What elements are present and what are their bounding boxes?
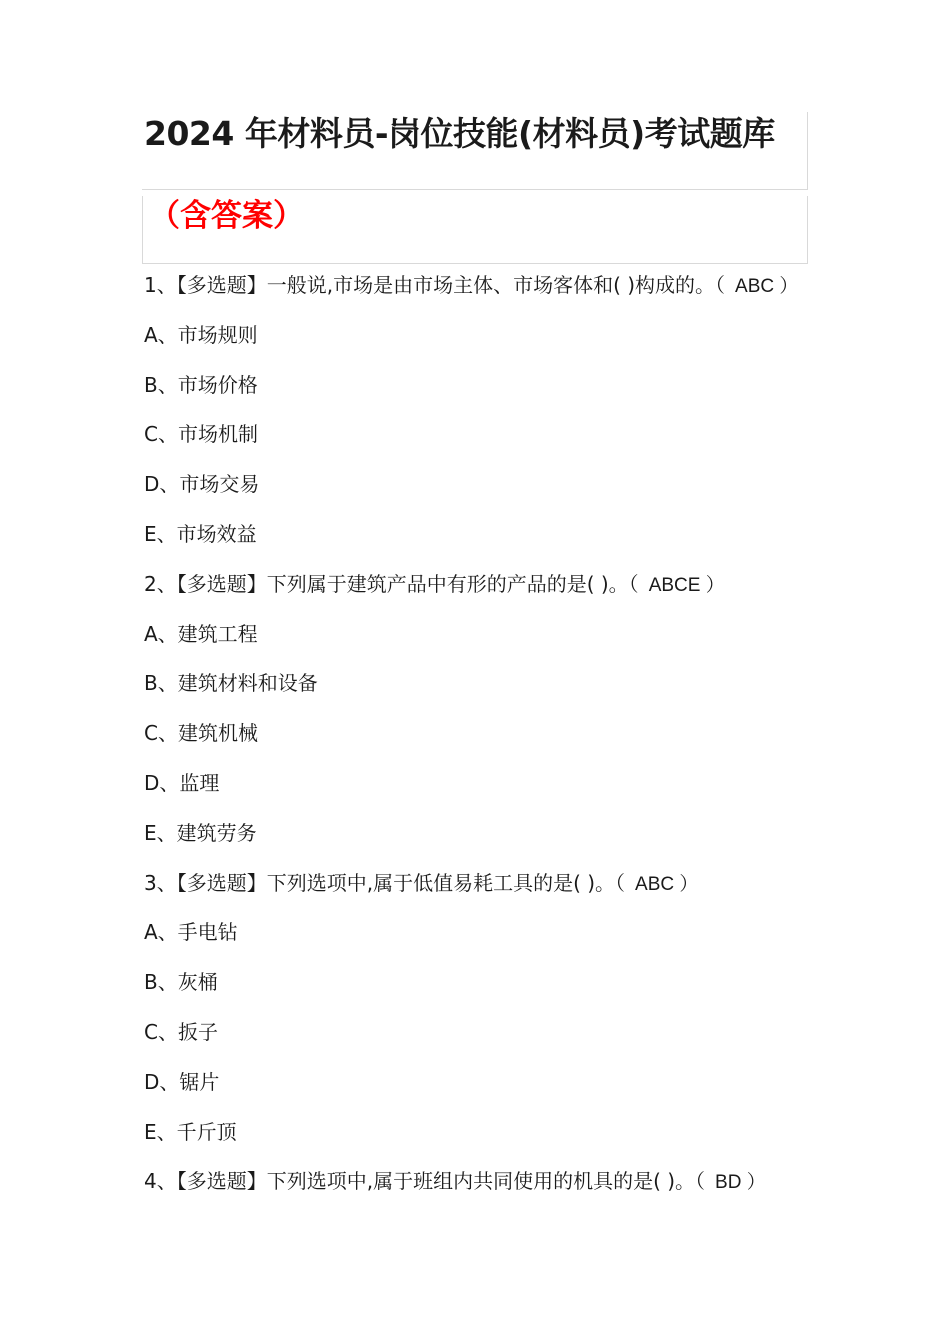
option-item: C、建筑机械 [144,721,258,746]
question-answer: ABC ） [735,276,799,297]
option-item: D、市场交易 [144,472,260,497]
option-item: B、建筑材料和设备 [144,671,318,696]
question-stem [144,567,834,617]
subtitle-box [142,196,808,264]
document-subtitle: （含答案） [149,198,304,234]
question-answer: ABC ） [635,873,699,895]
option-item: A、手电钻 [144,920,238,945]
question-stem [144,268,834,318]
question-stem [144,1164,834,1214]
option-item: A、市场规则 [144,322,258,347]
question-list [144,268,834,1214]
option-item: C、市场机制 [144,422,258,447]
option-item: B、市场价格 [144,372,258,397]
option-item: E、建筑劳务 [144,820,257,845]
question-text: 4、【多选题】下列选项中,属于班组内共同使用的机具的是( )。（ [144,1169,706,1194]
question-answer: BD ） [715,1172,766,1194]
question-text: 2、【多选题】下列属于建筑产品中有形的产品的是( )。（ [144,571,639,596]
option-item: E、千斤顶 [144,1119,237,1144]
option-item: C、扳子 [144,1019,218,1044]
question-answer: ABCE ） [648,574,725,596]
document-title: 2024 年材料员-岗位技能(材料员)考试题库 [144,114,775,153]
question-text: 1、【多选题】一般说,市场是由市场主体、市场客体和( )构成的。（ [144,273,726,297]
question-text: 3、【多选题】下列选项中,属于低值易耗工具的是( )。（ [144,870,626,895]
option-item: D、监理 [144,770,220,795]
title-box [142,112,808,190]
option-item: D、锯片 [144,1069,220,1094]
option-item: B、灰桶 [144,970,218,995]
option-item: E、市场效益 [144,521,257,546]
question-stem [144,866,834,916]
option-item: A、建筑工程 [144,621,258,646]
